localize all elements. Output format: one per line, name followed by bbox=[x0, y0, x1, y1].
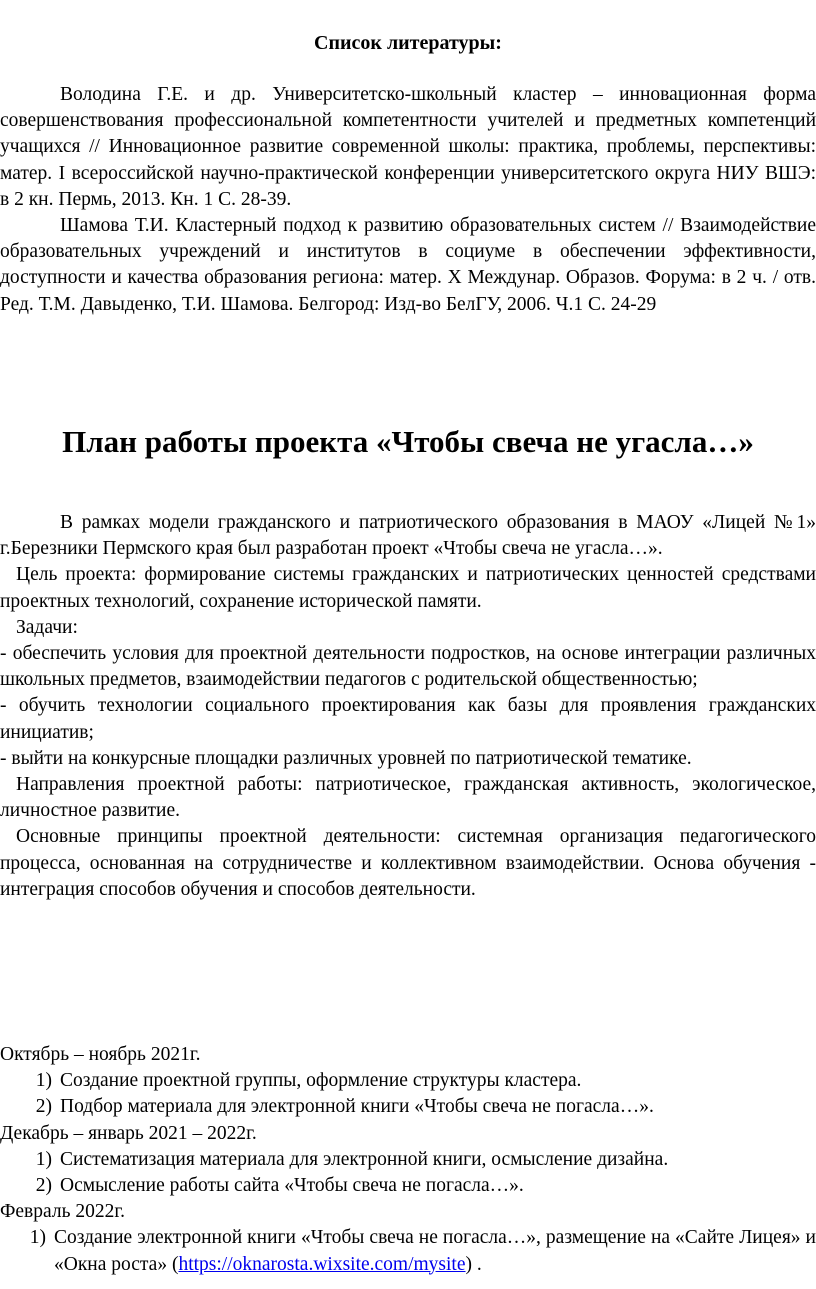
list-item-text: Создание проектной группы, оформление структуры кластера. bbox=[60, 1070, 582, 1092]
task-item: - обеспечить условия для проектной деятельности подростков, на основе интеграции различных школьных предметов, взаимодействии педагогов с родительской общественностью; bbox=[0, 643, 816, 691]
plan-directions: Направления проектной работы: патриотическое, гражданская активность, экологическое, личностное развитие. bbox=[0, 774, 816, 822]
task-item: - выйти на конкурсные площадки различных уровней по патриотической тематике. bbox=[0, 747, 692, 769]
list-number: 1) bbox=[35, 1070, 52, 1092]
task-item: - обучить технологии социального проектирования как базы для проявления гражданских инициатив; bbox=[0, 695, 816, 743]
list-item-text bbox=[54, 1225, 816, 1277]
link-open-paren: ( bbox=[171, 1253, 179, 1275]
site-link[interactable]: https://oknarosta.wixsite.com/mysite bbox=[178, 1253, 466, 1275]
list-item bbox=[0, 1068, 816, 1094]
list-number: 2) bbox=[35, 1096, 52, 1118]
schedule-period: Декабрь – январь 2021 – 2022г. bbox=[0, 1122, 257, 1144]
schedule-period: Февраль 2022г. bbox=[0, 1201, 126, 1223]
schedule bbox=[0, 1042, 816, 1278]
list-item bbox=[0, 1147, 816, 1173]
list-number: 1) bbox=[29, 1227, 46, 1249]
references-list bbox=[0, 82, 816, 318]
plan-goal: Цель проекта: формирование системы гражданских и патриотических ценностей средствами проектных технологий, сохранение исторической памяти. bbox=[0, 564, 816, 612]
schedule-period: Октябрь – ноябрь 2021г. bbox=[0, 1044, 201, 1065]
plan-principles: Основные принципы проектной деятельности: системная организация педагогического процесса, основанная на сотрудничестве и коллективном взаимодействии. Основа обучения - интеграция способов обучения и способов деятельности. bbox=[0, 826, 816, 900]
list-item-text: Систематизация материала для электронной книги, осмысление дизайна. bbox=[60, 1148, 669, 1170]
reference-item: Володина Г.Е. и др. Университетско-школьный кластер – инновационная форма совершенствования профессиональной компетентности учителей и предметных компетенций учащихся // Инновационное развитие современной школы: практика, проблемы, перспективы: матер. I всероссийской научно-практической конференции университетского округа НИУ ВШЭ: в 2 кн. Пермь, 2013. Кн. 1 С. 28-39. bbox=[0, 84, 816, 210]
references-heading: Список литературы: bbox=[314, 32, 502, 54]
plan-intro: В рамках модели гражданского и патриотического образования в МАОУ «Лицей №1» г.Березники Пермского края был разработан проект «Чтобы свеча не угасла…». bbox=[0, 512, 816, 560]
list-item bbox=[0, 1094, 816, 1120]
tasks-label: Задачи: bbox=[16, 616, 78, 638]
list-item-text: Осмысление работы сайта «Чтобы свеча не погасла…». bbox=[60, 1175, 524, 1197]
reference-item: Шамова Т.И. Кластерный подход к развитию образовательных систем // Взаимодействие образовательных учреждений и институтов в социуме в обеспечении эффективности, доступности и качества образования региона: матер. X Междунар. Образов. Форума: в 2 ч. / отв. Ред. Т.М. Давыденко, Т.И. Шамова. Белгород: Изд-во БелГУ, 2006. Ч.1 С. 24-29 bbox=[0, 215, 816, 315]
link-close-paren: ) . bbox=[465, 1253, 482, 1275]
list-item-text: Подбор материала для электронной книги «Чтобы свеча не погасла…». bbox=[60, 1096, 654, 1118]
list-item bbox=[0, 1173, 816, 1199]
list-item bbox=[0, 1225, 816, 1277]
list-number: 1) bbox=[35, 1148, 52, 1170]
list-number: 2) bbox=[35, 1175, 52, 1197]
list-item-body: Создание электронной книги «Чтобы свеча не погасла…», размещение на «Сайте Лицея» и «Окна роста» bbox=[54, 1227, 816, 1275]
plan-body bbox=[0, 510, 816, 903]
plan-title: План работы проекта «Чтобы свеча не угасла…» bbox=[62, 424, 754, 459]
